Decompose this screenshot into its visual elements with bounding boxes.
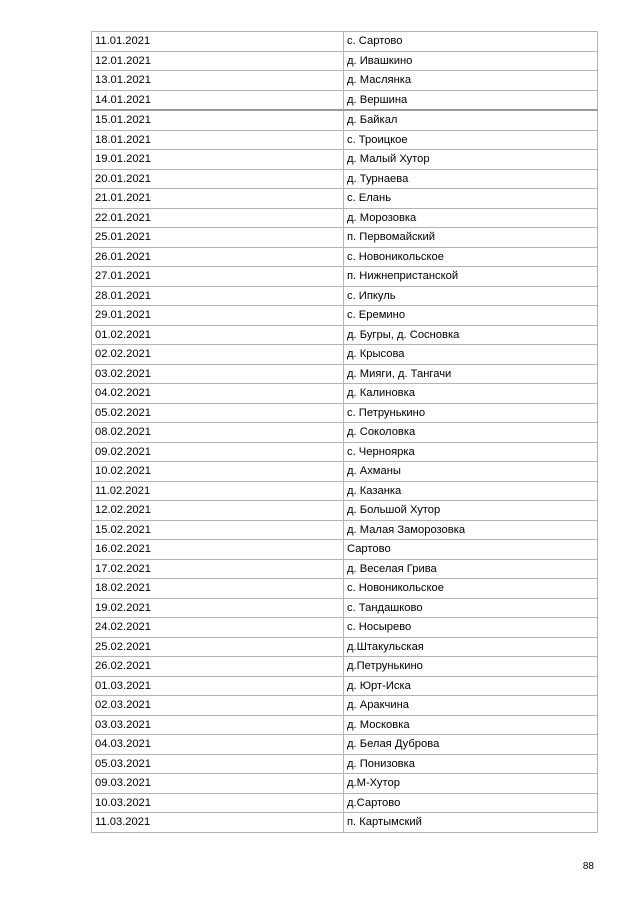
place-cell: д. Веселая Грива [344,559,598,579]
place-cell: с. Сартово [344,32,598,52]
place-cell: д. Московка [344,715,598,735]
date-cell: 05.03.2021 [92,754,344,774]
date-cell: 03.02.2021 [92,364,344,384]
place-cell: д. Ивашкино [344,51,598,71]
place-cell: д. Ахманы [344,462,598,482]
table-row [92,286,598,306]
schedule-table [91,31,598,833]
place-cell: д. Аракчина [344,696,598,716]
table-row [92,637,598,657]
place-cell: с. Новоникольское [344,247,598,267]
date-cell: 14.01.2021 [92,90,344,110]
table-row [92,676,598,696]
table-row [92,130,598,150]
date-cell: 22.01.2021 [92,208,344,228]
table-row [92,442,598,462]
table-row [92,150,598,170]
place-cell: д.Штакульская [344,637,598,657]
table-row [92,735,598,755]
table-row [92,598,598,618]
date-cell: 21.01.2021 [92,189,344,209]
date-cell: 26.02.2021 [92,657,344,677]
place-cell: с. Петрунькино [344,403,598,423]
date-cell: 01.02.2021 [92,325,344,345]
place-cell: д. Белая Дуброва [344,735,598,755]
place-cell: д. Вершина [344,90,598,110]
place-cell: д. Малый Хутор [344,150,598,170]
place-cell: с. Носырево [344,618,598,638]
table-row [92,267,598,287]
date-cell: 18.02.2021 [92,579,344,599]
date-cell: 27.01.2021 [92,267,344,287]
place-cell: д. Маслянка [344,71,598,91]
table-row [92,247,598,267]
table-row [92,169,598,189]
place-cell: д. Байкал [344,110,598,130]
date-cell: 17.02.2021 [92,559,344,579]
date-cell: 10.03.2021 [92,793,344,813]
table-row [92,501,598,521]
date-cell: 05.02.2021 [92,403,344,423]
place-cell: с. Новоникольское [344,579,598,599]
date-cell: 03.03.2021 [92,715,344,735]
place-cell: п. Картымский [344,813,598,833]
place-cell: д. Мияги, д. Тангачи [344,364,598,384]
date-cell: 26.01.2021 [92,247,344,267]
place-cell: д. Турнаева [344,169,598,189]
place-cell: с. Ипкуль [344,286,598,306]
table-row [92,110,598,130]
date-cell: 15.02.2021 [92,520,344,540]
table-row [92,228,598,248]
date-cell: 24.02.2021 [92,618,344,638]
table-row [92,423,598,443]
place-cell: д. Калиновка [344,384,598,404]
table-row [92,559,598,579]
place-cell: д. Морозовка [344,208,598,228]
place-cell: д. Понизовка [344,754,598,774]
place-cell: д. Крысова [344,345,598,365]
place-cell: д.М-Хутор [344,774,598,794]
date-cell: 11.02.2021 [92,481,344,501]
table-row [92,774,598,794]
place-cell: д. Казанка [344,481,598,501]
date-cell: 10.02.2021 [92,462,344,482]
date-cell: 12.02.2021 [92,501,344,521]
place-cell: с. Троицкое [344,130,598,150]
date-cell: 29.01.2021 [92,306,344,326]
date-cell: 11.01.2021 [92,32,344,52]
date-cell: 25.01.2021 [92,228,344,248]
table-row [92,813,598,833]
date-cell: 02.03.2021 [92,696,344,716]
table-row [92,32,598,52]
table-row [92,481,598,501]
table-row [92,462,598,482]
table-row [92,189,598,209]
table-row [92,657,598,677]
date-cell: 02.02.2021 [92,345,344,365]
place-cell: с. Тандашково [344,598,598,618]
table-row [92,51,598,71]
place-cell: п. Первомайский [344,228,598,248]
date-cell: 19.01.2021 [92,150,344,170]
table-row [92,384,598,404]
table-row [92,618,598,638]
place-cell: д. Большой Хутор [344,501,598,521]
table-row [92,306,598,326]
date-cell: 13.01.2021 [92,71,344,91]
date-cell: 16.02.2021 [92,540,344,560]
date-cell: 25.02.2021 [92,637,344,657]
table-row [92,579,598,599]
date-cell: 04.02.2021 [92,384,344,404]
place-cell: д.Петрунькино [344,657,598,677]
place-cell: д. Соколовка [344,423,598,443]
date-cell: 15.01.2021 [92,110,344,130]
place-cell: д. Малая Заморозовка [344,520,598,540]
date-cell: 18.01.2021 [92,130,344,150]
place-cell: с. Елань [344,189,598,209]
place-cell: с. Черноярка [344,442,598,462]
table-row [92,345,598,365]
date-cell: 28.01.2021 [92,286,344,306]
table-row [92,540,598,560]
date-cell: 09.02.2021 [92,442,344,462]
page-number: 88 [582,861,594,872]
table-row [92,696,598,716]
table-row [92,754,598,774]
date-cell: 11.03.2021 [92,813,344,833]
place-cell: п. Нижнепристанской [344,267,598,287]
table-row [92,793,598,813]
place-cell: д.Сартово [344,793,598,813]
table-row [92,715,598,735]
schedule-table-body [92,32,598,833]
table-row [92,520,598,540]
date-cell: 20.01.2021 [92,169,344,189]
table-row [92,325,598,345]
date-cell: 08.02.2021 [92,423,344,443]
date-cell: 19.02.2021 [92,598,344,618]
table-row [92,364,598,384]
date-cell: 12.01.2021 [92,51,344,71]
place-cell: д. Юрт-Иска [344,676,598,696]
date-cell: 09.03.2021 [92,774,344,794]
place-cell: д. Бугры, д. Сосновка [344,325,598,345]
date-cell: 01.03.2021 [92,676,344,696]
place-cell: Сартово [344,540,598,560]
date-cell: 04.03.2021 [92,735,344,755]
table-row [92,403,598,423]
table-row [92,71,598,91]
place-cell: с. Еремино [344,306,598,326]
table-row [92,90,598,110]
table-row [92,208,598,228]
